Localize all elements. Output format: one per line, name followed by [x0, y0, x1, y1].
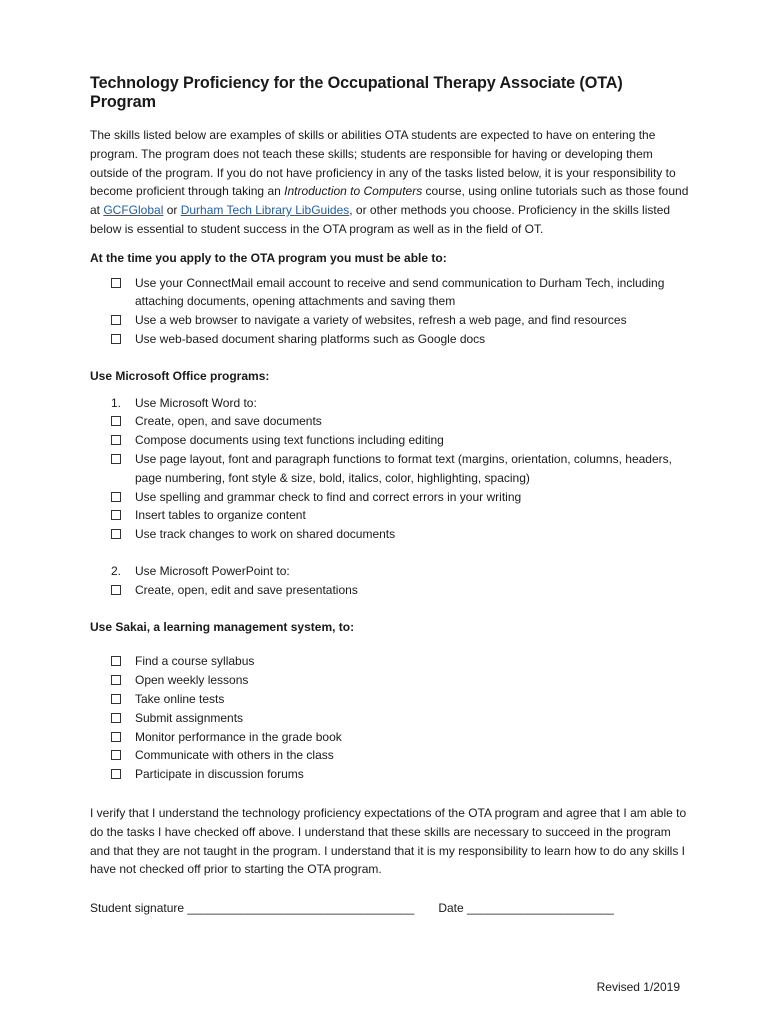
document-page: [90, 74, 690, 915]
libguides-link[interactable]: Durham Tech Library LibGuides: [180, 203, 350, 218]
signature-row: [90, 901, 690, 915]
checkbox-icon[interactable]: [111, 435, 121, 445]
intro-text-2: course, using online tutorials such as those found at: [90, 184, 689, 218]
page-title: Technology Proficiency for the Occupational Therapy Associate (OTA) Program: [90, 74, 623, 111]
list-item: Monitor performance in the grade book: [90, 728, 690, 747]
student-signature-field[interactable]: __________________________________: [187, 901, 415, 916]
list-item: Use a web browser to navigate a variety of websites, refresh a web page, and find resources: [90, 311, 690, 330]
date-label: Date: [438, 901, 468, 916]
list-item: Take online tests: [90, 690, 690, 709]
list-item: Use web-based document sharing platforms such as Google docs: [90, 330, 690, 349]
powerpoint-checklist: [90, 562, 690, 600]
list-item: Create, open, and save documents: [90, 412, 690, 431]
office-section-heading: Use Microsoft Office programs:: [90, 368, 270, 383]
student-signature-label: Student signature: [90, 901, 188, 916]
checkbox-icon[interactable]: [111, 315, 121, 325]
checkbox-icon[interactable]: [111, 769, 121, 779]
apply-checklist: [90, 274, 690, 349]
checkbox-icon[interactable]: [111, 585, 121, 595]
list-item: Create, open, edit and save presentations: [90, 581, 690, 600]
checkbox-icon[interactable]: [111, 529, 121, 539]
checkbox-icon[interactable]: [111, 492, 121, 502]
checkbox-icon[interactable]: [111, 656, 121, 666]
list-item: 2. Use Microsoft PowerPoint to:: [111, 563, 290, 578]
checkbox-icon[interactable]: [111, 694, 121, 704]
intro-text-1: The skills listed below are examples of skills or abilities OTA students are expected to have on entering the program. The program does not teach these skills; students are responsible for having or developing them outside of the program. If you do not have proficiency in any of the tasks listed below, it is your responsibility to become proficient through taking an: [90, 128, 676, 199]
checkbox-icon[interactable]: [111, 454, 121, 464]
list-item: Compose documents using text functions including editing: [90, 431, 690, 450]
checkbox-icon[interactable]: [111, 416, 121, 426]
list-item: Insert tables to organize content: [90, 506, 690, 525]
checkbox-icon[interactable]: [111, 713, 121, 723]
list-item: Use track changes to work on shared documents: [90, 525, 690, 544]
list-item: 1. Use Microsoft Word to:: [111, 395, 257, 410]
checkbox-icon[interactable]: [111, 675, 121, 685]
date-field[interactable]: ______________________: [467, 901, 614, 916]
sakai-checklist: [90, 652, 690, 784]
gcfglobal-link[interactable]: GCFGlobal: [103, 203, 164, 218]
checkbox-icon[interactable]: [111, 278, 121, 288]
list-item: Find a course syllabus: [90, 652, 690, 671]
sakai-section-heading: Use Sakai, a learning management system, to:: [90, 619, 355, 634]
intro-paragraph: [90, 126, 690, 239]
course-name: Introduction to Computers: [284, 184, 423, 199]
list-item: Communicate with others in the class: [90, 746, 690, 765]
checkbox-icon[interactable]: [111, 510, 121, 520]
checkbox-icon[interactable]: [111, 334, 121, 344]
checkbox-icon[interactable]: [111, 732, 121, 742]
apply-section-heading: At the time you apply to the OTA program you must be able to:: [90, 250, 447, 265]
list-item: Submit assignments: [90, 709, 690, 728]
intro-text-3: or: [163, 203, 181, 218]
list-item: Use page layout, font and paragraph functions to format text (margins, orientation, columns, headers, page numbering, font style & size, bold, italics, color, highlighting, spacing): [90, 450, 690, 488]
verification-statement: I verify that I understand the technology proficiency expectations of the OTA program and agree that I am able to do the tasks I have checked off above. I understand that these skills are necessary to succeed in the program and that they are not taught in the program. I understand that it is my responsibility to learn how to do any skills I have not checked off prior to starting the OTA program.: [90, 805, 687, 877]
list-item: Open weekly lessons: [90, 671, 690, 690]
checkbox-icon[interactable]: [111, 750, 121, 760]
intro-text-4: , or other methods you choose. Proficiency in the skills listed below is essential to student success in the OTA program as well as in the field of OT.: [90, 203, 671, 236]
revision-note: Revised 1/2019: [596, 980, 680, 994]
list-item: Use spelling and grammar check to find and correct errors in your writing: [90, 488, 690, 507]
list-item: Use your ConnectMail email account to receive and send communication to Durham Tech, including attaching documents, opening attachments and saving them: [90, 274, 690, 312]
word-checklist: [90, 394, 690, 544]
list-item: Participate in discussion forums: [90, 765, 690, 784]
